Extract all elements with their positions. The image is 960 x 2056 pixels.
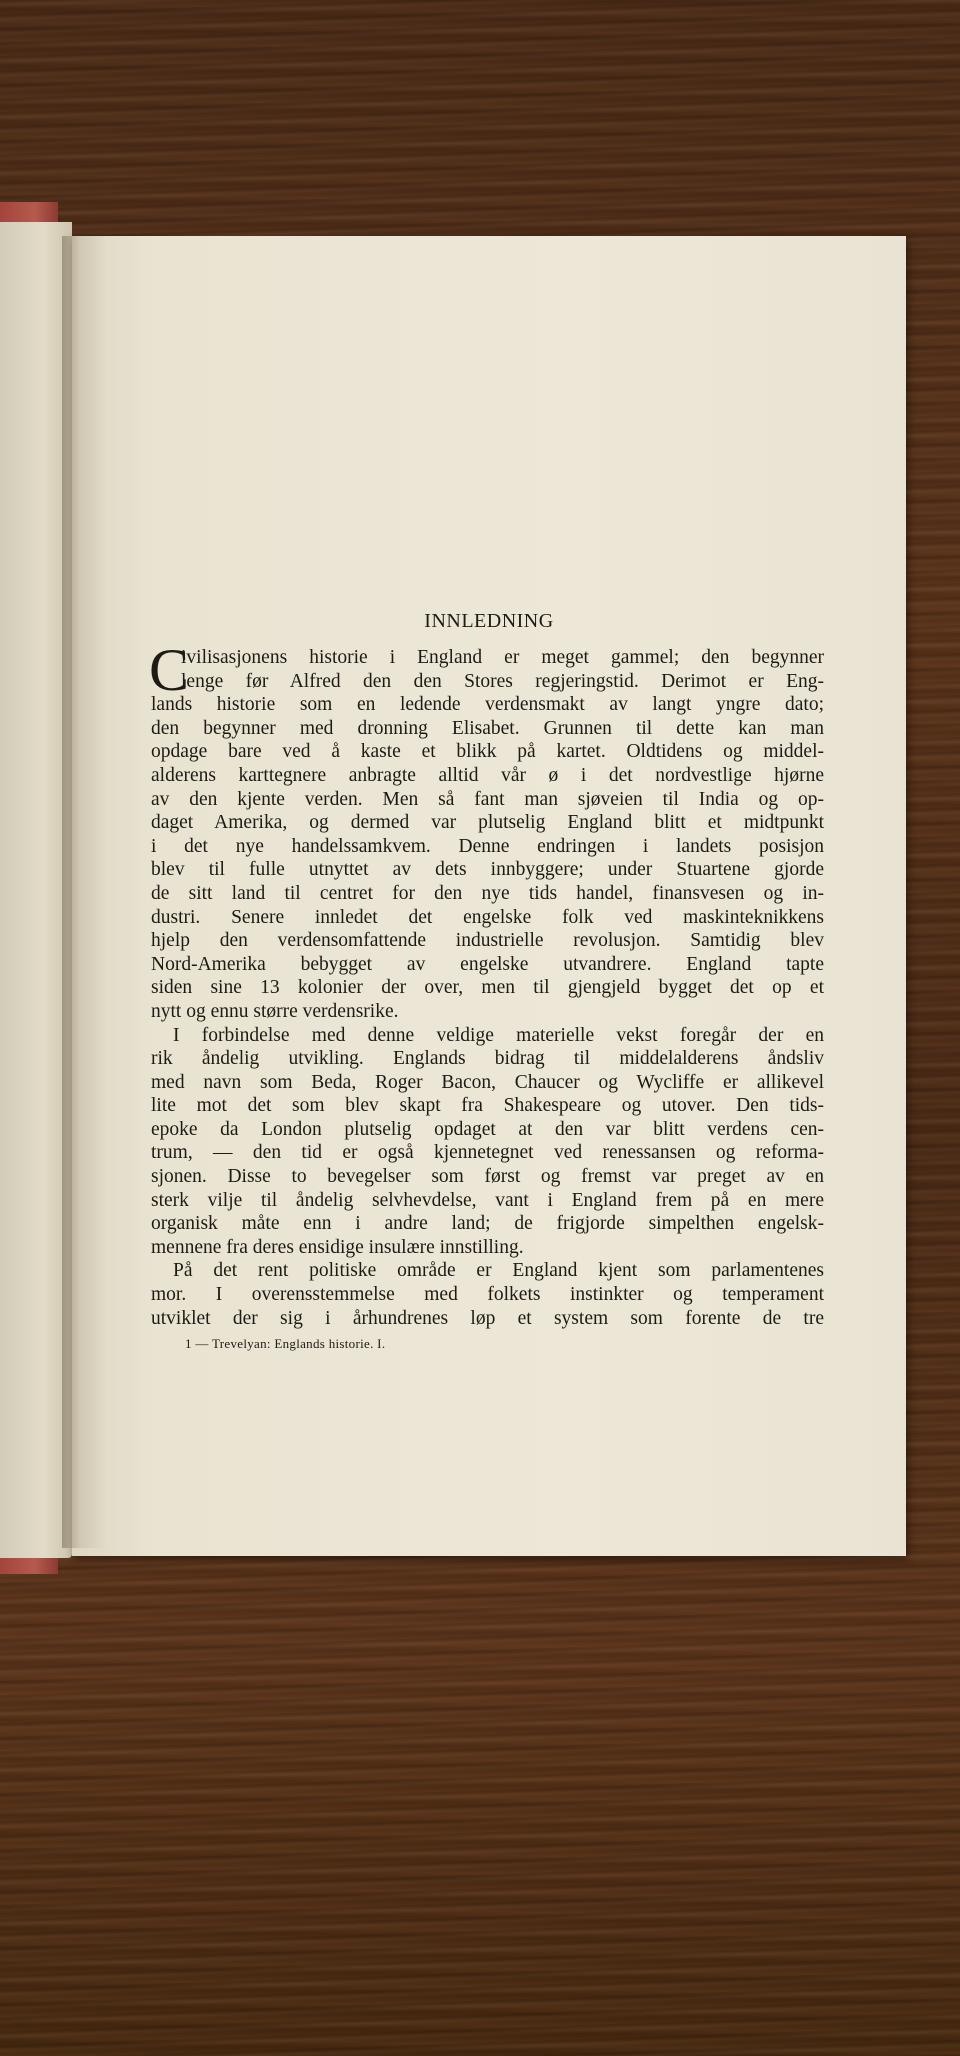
text-line: mor. I overensstemmelse med folkets instinkter og temperament xyxy=(151,1284,824,1306)
book-page xyxy=(72,236,906,1556)
text-line: rik åndelig utvikling. Englands bidrag til middelalderens åndsliv xyxy=(151,1048,824,1070)
text-line: organisk måte enn i andre land; de frigjorde simpelthen engelsk- xyxy=(151,1213,824,1235)
text-line: av den kjente verden. Men så fant man sjøveien til India og op- xyxy=(151,788,824,810)
text-line: de sitt land til centret for den nye tids handel, finansvesen og in- xyxy=(151,882,824,904)
text-line: hjelp den verdensomfattende industrielle revolusjon. Samtidig blev xyxy=(151,930,824,952)
text-line: utviklet der sig i århundrenes løp et system som forente de tre xyxy=(151,1307,824,1329)
text-line: epoke da London plutselig opdaget at den var blitt verdens cen- xyxy=(151,1118,824,1140)
text-line: i det nye handelssamkvem. Denne endringen i landets posisjon xyxy=(151,835,824,857)
text-line: trum, — den tid er også kjennetegnet ved renessansen og reforma- xyxy=(151,1142,824,1164)
text-line: På det rent politiske område er England kjent som parlamentenes xyxy=(173,1260,824,1282)
text-line: sjonen. Disse to bevegelser som først og fremst var preget av en xyxy=(151,1166,824,1188)
text-line: lenge før Alfred den den Stores regjeringstid. Derimot er Eng- xyxy=(181,670,824,692)
text-line: lite mot det som blev skapt fra Shakespeare og utover. Den tids- xyxy=(151,1095,824,1117)
text-line: siden sine 13 kolonier der over, men til gjengjeld bygget det op et xyxy=(151,977,824,999)
text-line: alderens karttegnere anbragte alltid vår ø i det nordvestlige hjørne xyxy=(151,764,824,786)
chapter-heading: INNLEDNING xyxy=(424,610,554,632)
text-line: den begynner med dronning Elisabet. Grunnen til dette kan man xyxy=(151,717,824,739)
text-line: dustri. Senere innledet det engelske folk ved maskinteknikkens xyxy=(151,906,824,928)
drop-cap: C xyxy=(149,637,190,703)
text-line: sterk vilje til åndelig selvhevdelse, vant i England frem på en mere xyxy=(151,1189,824,1211)
page-gutter-shadow xyxy=(62,236,106,1548)
text-line: ivilisasjonens historie i England er meget gammel; den begynner xyxy=(181,647,824,668)
text-line: I forbindelse med denne veldige materielle vekst foregår der en xyxy=(173,1024,824,1046)
text-line: nytt og ennu større verdensrike. xyxy=(151,1000,399,1022)
text-line: opdage bare ved å kaste et blikk på kartet. Oldtidens og middel- xyxy=(151,741,824,763)
text-line: Nord-Amerika bebygget av engelske utvandrere. England tapte xyxy=(151,953,824,975)
text-line: blev til fulle utnyttet av dets innbyggere; under Stuartene gjorde xyxy=(151,859,824,881)
text-line: med navn som Beda, Roger Bacon, Chaucer og Wycliffe er allikevel xyxy=(151,1071,824,1093)
text-line: daget Amerika, og dermed var plutselig England blitt et midtpunkt xyxy=(151,812,824,834)
text-line: lands historie som en ledende verdensmakt av langt yngre dato; xyxy=(151,694,824,716)
body-text xyxy=(149,637,824,1330)
footnote: 1 — Trevelyan: Englands historie. I. xyxy=(185,1336,386,1351)
text-line: mennene fra deres ensidige insulære innstilling. xyxy=(151,1236,524,1258)
